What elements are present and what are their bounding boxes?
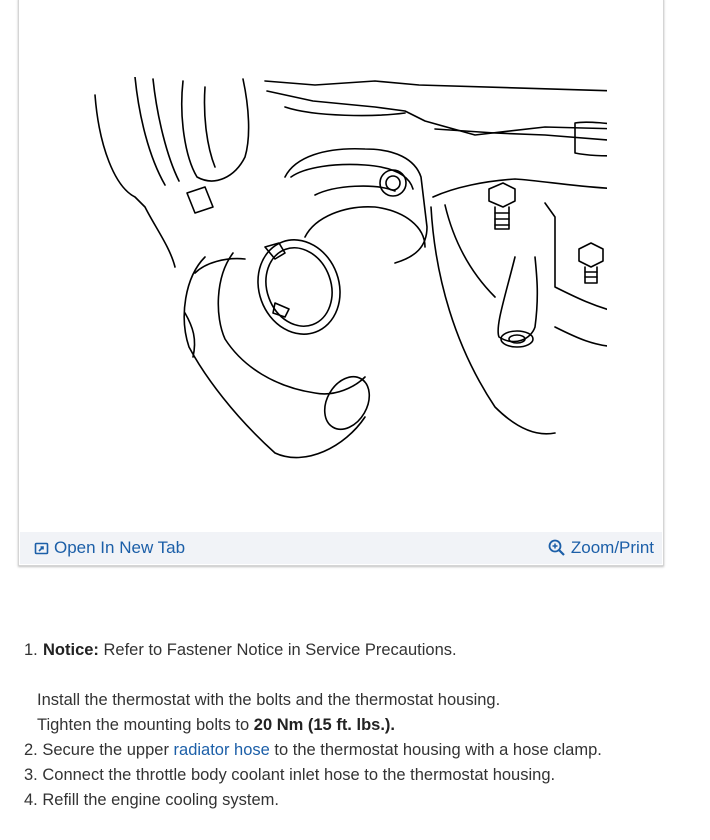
step-2-prefix: Secure the upper bbox=[37, 741, 174, 759]
step-2 bbox=[24, 738, 694, 763]
notice-text: Refer to Fastener Notice in Service Precautions. bbox=[98, 641, 457, 659]
open-in-new-tab-button[interactable] bbox=[34, 538, 185, 558]
step-number: 3. bbox=[24, 766, 38, 784]
torque-prefix: Tighten the mounting bolts to bbox=[37, 716, 254, 734]
step-1 bbox=[24, 638, 694, 738]
figure-card bbox=[18, 0, 664, 566]
instruction-steps bbox=[24, 638, 694, 813]
step-number: 1. bbox=[24, 641, 38, 659]
figure-toolbar bbox=[20, 532, 662, 564]
step-3-text: Connect the throttle body coolant inlet hose to the thermostat housing. bbox=[37, 766, 556, 784]
torque-value: 20 Nm (15 ft. lbs.). bbox=[253, 716, 395, 734]
step-number: 4. bbox=[24, 791, 38, 809]
step-2-suffix: to the thermostat housing with a hose clamp. bbox=[269, 741, 602, 759]
step-number: 2. bbox=[24, 741, 38, 759]
external-tab-icon bbox=[34, 541, 49, 556]
magnifier-plus-icon bbox=[548, 539, 566, 557]
step-4 bbox=[24, 788, 694, 813]
spacer bbox=[24, 663, 694, 688]
radiator-hose-link[interactable]: radiator hose bbox=[173, 741, 270, 759]
zoom-print-label: Zoom/Print bbox=[570, 538, 654, 557]
step-3 bbox=[24, 763, 694, 788]
step-1-torque-line bbox=[24, 713, 694, 738]
notice-label: Notice: bbox=[43, 641, 99, 659]
open-in-new-tab-label: Open In New Tab bbox=[54, 538, 186, 557]
step-1-install-line: Install the thermostat with the bolts and the thermostat housing. bbox=[37, 691, 501, 709]
thermostat-illustration bbox=[75, 77, 607, 465]
zoom-print-button[interactable] bbox=[548, 538, 654, 558]
step-4-text: Refill the engine cooling system. bbox=[37, 791, 279, 809]
